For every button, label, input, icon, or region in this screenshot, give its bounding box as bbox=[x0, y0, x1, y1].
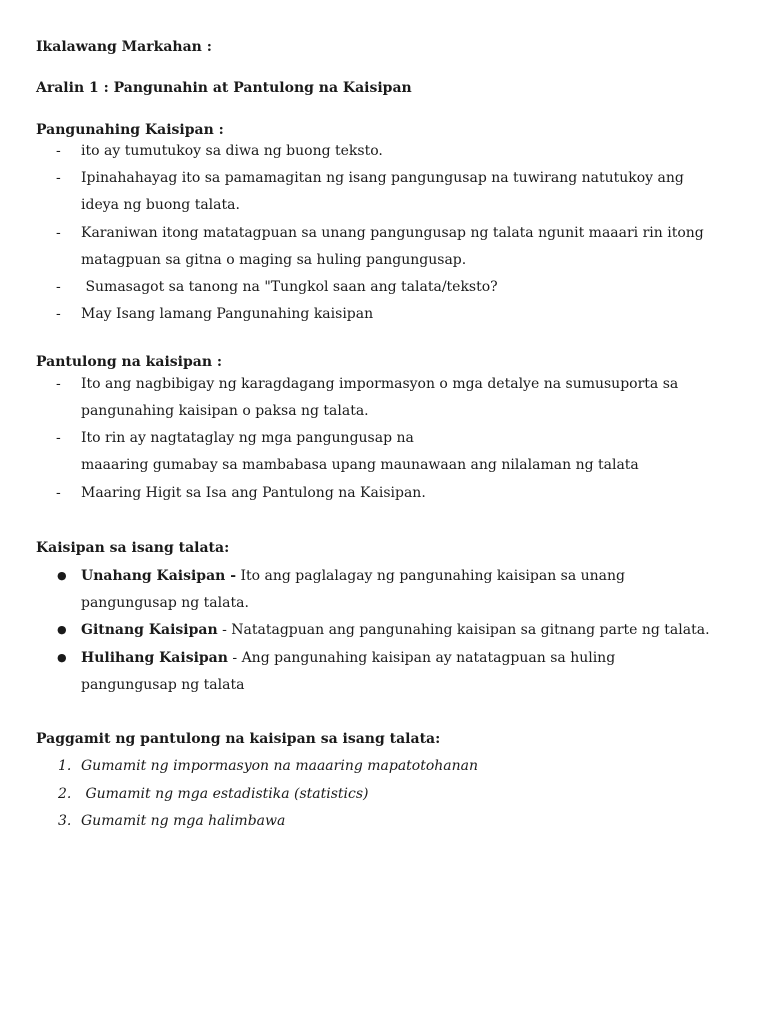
main-idea-item-3: Karaniwan itong matatagpuan sa unang pangungusap ng talata ngunit maaari rin itong bbox=[81, 225, 704, 241]
main-idea-heading: Pangunahing Kaisipan : bbox=[36, 122, 224, 138]
usage-item-1: Gumamit ng impormasyon na maaaring mapatotohanan bbox=[81, 758, 479, 774]
supporting-idea-item-3: Maaring Higit sa Isa ang Pantulong na Kaisipan. bbox=[81, 485, 426, 501]
usage-number: 2. bbox=[58, 786, 72, 802]
dash-bullet: - bbox=[56, 306, 61, 322]
dash-bullet: - bbox=[56, 430, 61, 446]
dash-bullet: - bbox=[56, 143, 61, 159]
dash-bullet: - bbox=[56, 170, 61, 186]
placement-item-2 bbox=[81, 620, 710, 640]
usage-heading: Paggamit ng pantulong na kaisipan sa isang talata: bbox=[36, 731, 441, 747]
main-idea-item-5: May Isang lamang Pangunahing kaisipan bbox=[81, 306, 374, 322]
dash-bullet: - bbox=[56, 485, 61, 501]
placement-text: Ito ang paglalagay ng pangunahing kaisipan sa unang bbox=[236, 568, 625, 584]
dash-bullet: - bbox=[56, 376, 61, 392]
placement-heading: Kaisipan sa isang talata: bbox=[36, 540, 230, 556]
main-idea-item-2: Ipinahahayag ito sa pamamagitan ng isang pangungusap na tuwirang natutukoy ang bbox=[81, 170, 684, 186]
main-idea-item-2-cont: ideya ng buong talata. bbox=[81, 197, 240, 213]
quarter-title: Ikalawang Markahan : bbox=[36, 39, 212, 55]
bullet-icon: ● bbox=[57, 569, 67, 582]
usage-number: 1. bbox=[58, 758, 72, 774]
placement-term: Unahang Kaisipan - bbox=[81, 568, 237, 584]
supporting-idea-item-2-cont: maaaring gumabay sa mambabasa upang maunawaan ang nilalaman ng talata bbox=[81, 457, 639, 473]
placement-text: - Natatagpuan ang pangunahing kaisipan sa gitnang parte ng talata. bbox=[217, 622, 710, 638]
usage-item-3: Gumamit ng mga halimbawa bbox=[81, 813, 286, 829]
main-idea-item-4: Sumasagot sa tanong na "Tungkol saan ang talata/teksto? bbox=[81, 279, 498, 295]
bullet-icon: ● bbox=[57, 623, 67, 636]
placement-item-1 bbox=[81, 566, 625, 586]
supporting-idea-heading: Pantulong na kaisipan : bbox=[36, 354, 223, 370]
usage-item-2: Gumamit ng mga estadistika (statistics) bbox=[81, 786, 369, 802]
supporting-idea-item-2: Ito rin ay nagtataglay ng mga pangungusap na bbox=[81, 430, 414, 446]
placement-item-3 bbox=[81, 648, 615, 668]
main-idea-item-3-cont: matagpuan sa gitna o maging sa huling pangungusap. bbox=[81, 252, 467, 268]
dash-bullet: - bbox=[56, 225, 61, 241]
usage-number: 3. bbox=[58, 813, 72, 829]
dash-bullet: - bbox=[56, 279, 61, 295]
placement-item-1-cont: pangungusap ng talata. bbox=[81, 595, 249, 611]
placement-term: Gitnang Kaisipan bbox=[81, 622, 218, 638]
placement-term: Hulihang Kaisipan bbox=[81, 650, 228, 666]
supporting-idea-item-1-cont: pangunahing kaisipan o paksa ng talata. bbox=[81, 403, 369, 419]
supporting-idea-item-1: Ito ang nagbibigay ng karagdagang impormasyon o mga detalye na sumusuporta sa bbox=[81, 376, 679, 392]
placement-text: - Ang pangunahing kaisipan ay natatagpuan sa huling bbox=[227, 650, 616, 666]
main-idea-item-1: ito ay tumutukoy sa diwa ng buong teksto. bbox=[81, 143, 383, 159]
lesson-title: Aralin 1 : Pangunahin at Pantulong na Kaisipan bbox=[36, 80, 412, 96]
bullet-icon: ● bbox=[57, 651, 67, 664]
placement-item-3-cont: pangungusap ng talata bbox=[81, 677, 245, 693]
